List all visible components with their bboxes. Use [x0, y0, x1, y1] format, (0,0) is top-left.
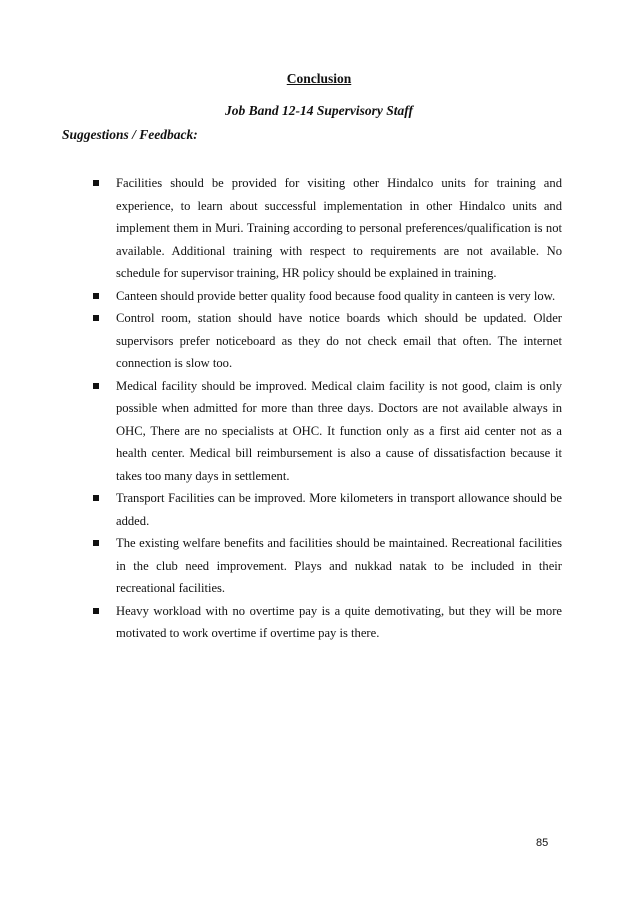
list-item-text: Transport Facilities can be improved. More kilometers in transport allowance should be added.: [116, 491, 562, 528]
page-title: Conclusion: [286, 71, 352, 86]
section-heading: Suggestions / Feedback:: [62, 127, 198, 142]
page-subtitle: Job Band 12-14 Supervisory Staff: [224, 103, 414, 118]
list-item-text: Heavy workload with no overtime pay is a quite demotivating, but they will be more motivated to work overtime if overtime pay is there.: [116, 603, 562, 640]
list-item-text: Canteen should provide better quality food because food quality in canteen is very low.: [116, 288, 556, 303]
list-item: [93, 600, 562, 645]
square-bullet-icon: [93, 495, 99, 501]
square-bullet-icon: [93, 383, 99, 389]
square-bullet-icon: [93, 315, 99, 321]
page-number: 85: [536, 837, 549, 849]
list-item-text: The existing welfare benefits and facilities should be maintained. Recreational facilities in the club need improvement. Plays and nukkad natak to be included in their recreational facilities.: [116, 536, 562, 595]
square-bullet-icon: [93, 180, 99, 186]
list-item-text: Facilities should be provided for visiting other Hindalco units for training and experience, to learn about successful implementation in other Hindalco units and implement them in Muri. Training according to personal preferences/qualification is not available. Additional training with respect to requirements are not available. No schedule for supervisor training, HR policy should be explained in training.: [116, 176, 562, 280]
list-item: [93, 487, 562, 532]
square-bullet-icon: [93, 608, 99, 614]
list-item-text: Control room, station should have notice boards which should be updated. Older supervisors prefer noticeboard as they do not check email that often. The internet connection is slow too.: [116, 311, 562, 370]
list-item-text: Medical facility should be improved. Medical claim facility is not good, claim is only possible when admitted for more than three days. Doctors are not available always in OHC, There are no specialists at OHC. It function only as a first aid center not as a health center. Medical bill reimbursement is also a cause of dissatisfaction because it takes too many days in settlement.: [116, 378, 562, 483]
list-item: [93, 172, 562, 285]
list-item: [93, 532, 562, 600]
feedback-list: [93, 172, 562, 645]
square-bullet-icon: [93, 293, 99, 299]
square-bullet-icon: [93, 540, 99, 546]
list-item: [93, 285, 562, 308]
list-item: [93, 307, 562, 375]
list-item: [93, 375, 562, 488]
